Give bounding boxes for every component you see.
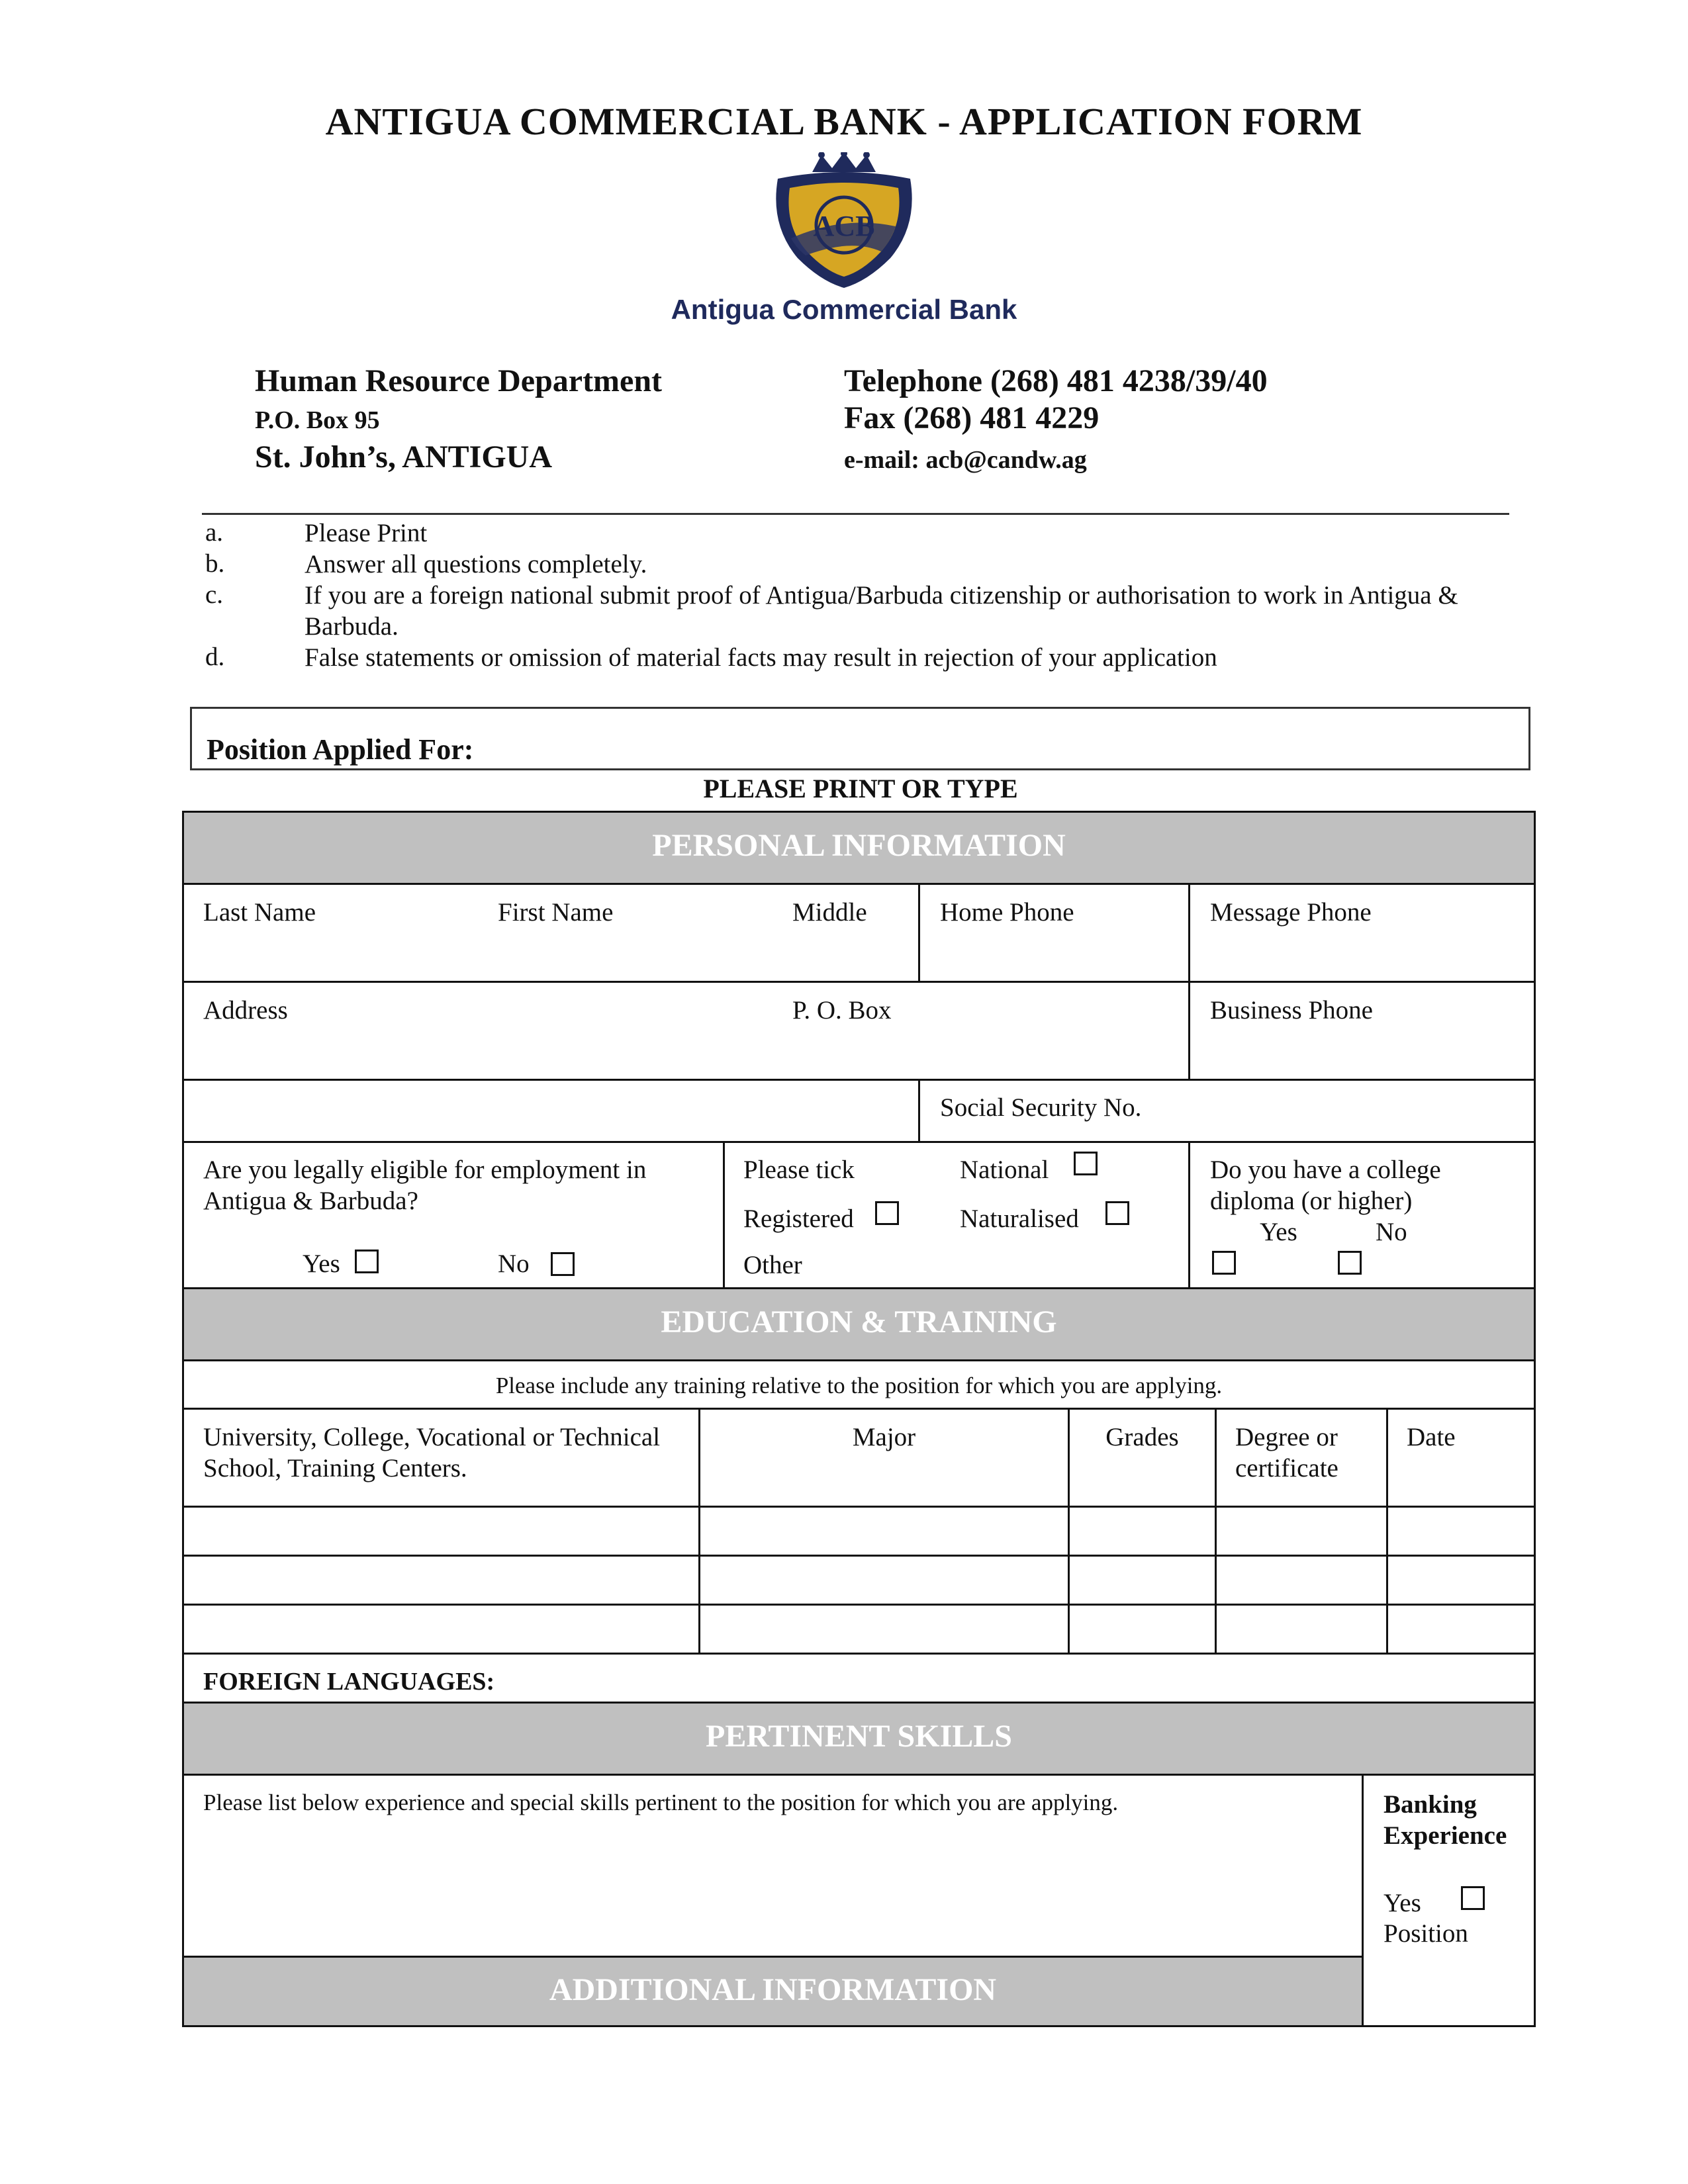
first-name-label: First Name [498, 898, 614, 927]
college-no-label: No [1376, 1218, 1407, 1246]
section-personal-information: PERSONAL INFORMATION [182, 811, 1536, 885]
instruction-letter: a. [205, 518, 224, 547]
address-field[interactable] [182, 981, 1190, 1081]
education-table-cell[interactable] [1386, 1506, 1536, 1557]
education-table-cell[interactable] [1215, 1506, 1388, 1557]
eligibility-question: Are you legally eligible for employment in Antigua & Barbuda? [203, 1156, 647, 1215]
last-name-label: Last Name [203, 898, 316, 927]
national-label: National [960, 1156, 1049, 1184]
section-pertinent-skills: PERTINENT SKILLS [182, 1702, 1536, 1776]
registered-label: Registered [743, 1205, 854, 1233]
college-no-checkbox[interactable] [1338, 1251, 1362, 1275]
po-box: P.O. Box 95 [255, 406, 380, 434]
instruction-letter: b. [205, 549, 225, 578]
col-degree-label: Degree or certificate [1235, 1423, 1338, 1482]
instruction-text: Answer all questions completely. [305, 550, 647, 578]
shield-crest-icon [659, 152, 1029, 331]
form-title: ANTIGUA COMMERCIAL BANK - APPLICATION FORM [325, 100, 1363, 143]
bank-logo [659, 152, 1029, 331]
other-label: Other [743, 1251, 802, 1279]
education-table-cell[interactable] [1386, 1604, 1536, 1655]
education-table-cell[interactable] [698, 1506, 1070, 1557]
city: St. John’s, ANTIGUA [255, 439, 552, 475]
education-table-cell[interactable] [182, 1506, 700, 1557]
education-table-cell[interactable] [1068, 1506, 1217, 1557]
po-box-label: P. O. Box [792, 996, 892, 1024]
eligible-no-checkbox[interactable] [551, 1252, 575, 1276]
section-education-training: EDUCATION & TRAINING [182, 1287, 1536, 1361]
home-phone-label: Home Phone [940, 898, 1074, 927]
eligible-yes-label: Yes [303, 1250, 340, 1278]
education-table-cell[interactable] [1068, 1604, 1217, 1655]
position-applied-field[interactable] [190, 707, 1530, 770]
education-table-cell[interactable] [182, 1604, 700, 1655]
education-table-cell[interactable] [698, 1555, 1070, 1606]
col-institution-label: University, College, Vocational or Technical School, Training Centers. [203, 1423, 661, 1482]
fax: Fax (268) 481 4229 [844, 400, 1100, 435]
logo-bank-name: Antigua Commercial Bank [671, 294, 1017, 325]
col-major-label: Major [852, 1423, 916, 1451]
banking-position-label: Position [1383, 1919, 1468, 1948]
print-or-type-note: PLEASE PRINT OR TYPE [703, 774, 1018, 803]
instruction-text: Please Print [305, 519, 428, 547]
education-table-cell[interactable] [1215, 1604, 1388, 1655]
position-applied-label: Position Applied For: [207, 733, 474, 766]
registered-checkbox[interactable] [875, 1201, 899, 1225]
address-continued-field[interactable] [182, 1079, 920, 1143]
education-table-cell[interactable] [1068, 1555, 1217, 1606]
education-table-cell[interactable] [1386, 1555, 1536, 1606]
naturalised-label: Naturalised [960, 1205, 1079, 1233]
department-name: Human Resource Department [255, 363, 663, 398]
banking-yes-checkbox[interactable] [1461, 1886, 1485, 1910]
education-table-cell[interactable] [182, 1555, 700, 1606]
header-divider [202, 513, 1509, 515]
message-phone-label: Message Phone [1210, 898, 1372, 927]
college-yes-checkbox[interactable] [1212, 1251, 1236, 1275]
banking-yes-label: Yes [1383, 1889, 1421, 1917]
college-question: Do you have a college diploma (or higher) [1210, 1156, 1441, 1215]
middle-name-label: Middle [792, 898, 867, 927]
address-label: Address [203, 996, 288, 1024]
education-note: Please include any training relative to the position for which you are applying. [495, 1373, 1223, 1398]
please-tick-label: Please tick [743, 1156, 855, 1184]
telephone: Telephone (268) 481 4238/39/40 [844, 363, 1268, 398]
eligible-no-label: No [498, 1250, 530, 1278]
col-grades-label: Grades [1105, 1423, 1179, 1451]
skills-note: Please list below experience and special skills pertinent to the position for which you are applying. [203, 1790, 1119, 1815]
section-additional-information: ADDITIONAL INFORMATION [182, 1956, 1364, 2027]
business-phone-label: Business Phone [1210, 996, 1373, 1024]
education-table-cell[interactable] [1215, 1555, 1388, 1606]
col-date-label: Date [1407, 1423, 1456, 1451]
email: e-mail: acb@candw.ag [844, 446, 1087, 474]
college-yes-label: Yes [1260, 1218, 1297, 1246]
instruction-text: If you are a foreign national submit proof of Antigua/Barbuda citizenship or authorisation to work in Antigua & Barbuda. [305, 581, 1458, 641]
logo-monogram: ACB [813, 210, 875, 242]
instruction-text: False statements or omission of material facts may result in rejection of your application [305, 643, 1217, 672]
banking-experience-label: Banking Experience [1383, 1790, 1507, 1850]
instruction-letter: d. [205, 643, 225, 671]
education-table-cell[interactable] [698, 1604, 1070, 1655]
foreign-languages-label: FOREIGN LANGUAGES: [203, 1668, 495, 1696]
naturalised-checkbox[interactable] [1105, 1201, 1129, 1225]
instruction-letter: c. [205, 580, 224, 609]
national-checkbox[interactable] [1074, 1152, 1098, 1175]
eligible-yes-checkbox[interactable] [355, 1250, 379, 1273]
social-security-label: Social Security No. [940, 1093, 1142, 1122]
